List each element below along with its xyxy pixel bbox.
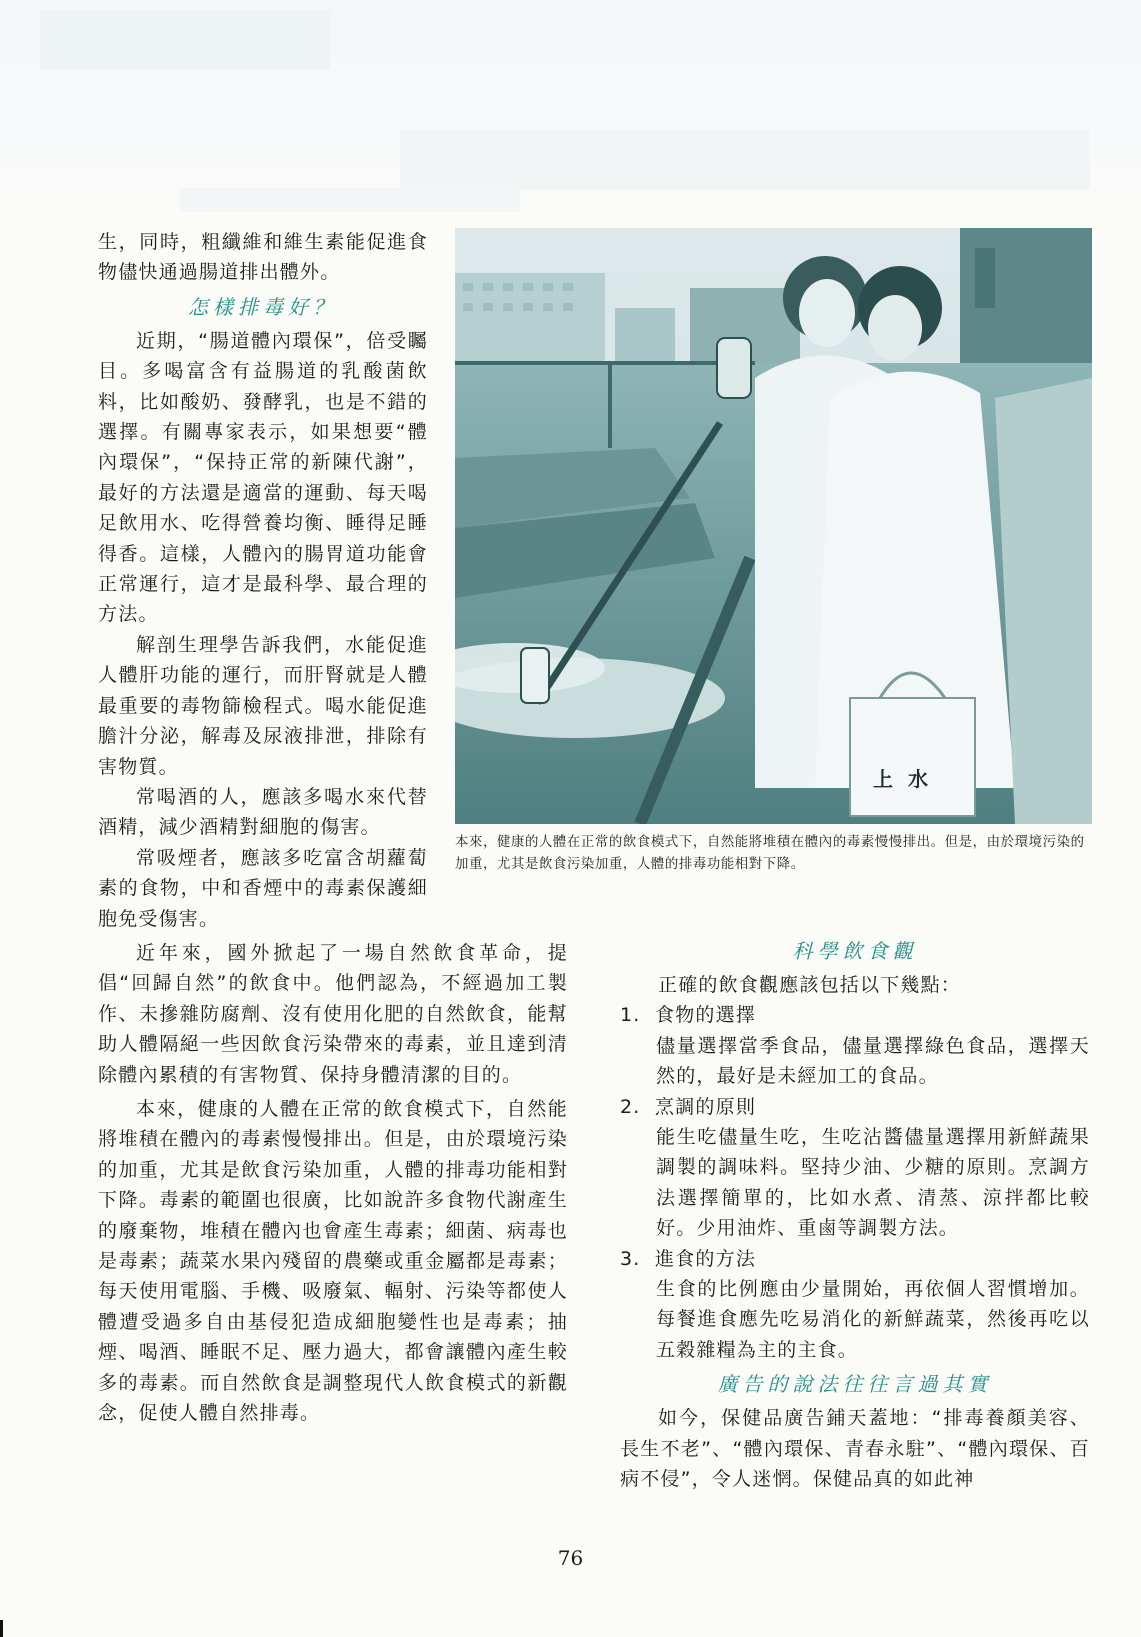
list-body: 儘量選擇當季食品，儘量選擇綠色食品，選擇天然的，最好是未經加工的食品。	[656, 1034, 1090, 1088]
paragraph: 近期，“腸道體內環保”，倍受矚目。多喝富含有益腸道的乳酸菌飲料，比如酸奶、發酵乳，也是不錯的選擇。有關專家表示，如果想要“體內環保”，“保持正常的新陳代謝”，最好的方法還是適當的運動、每天喝足飲用水、吃得營養均衡、睡得足睡得香。這樣，人體內的腸胃道功能會正常運行，這才是最科學、最合理的方法。	[98, 329, 428, 626]
faded-title-block	[400, 130, 1090, 190]
list-body: 能生吃儘量生吃，生吃沾醬儘量選擇用新鮮蔬果調製的調味料。堅持少油、少糖的原則。烹調方法選擇簡單的，比如水煮、清蒸、涼拌都比較好。少用油炸、重鹵等調製方法。	[656, 1126, 1090, 1240]
right-column	[620, 932, 1090, 1495]
left-column-bottom	[98, 938, 568, 1429]
paragraph: 本來，健康的人體在正常的飲食模式下，自然能將堆積在體內的毒素慢慢排出。但是，由於環境污染的加重，尤其是飲食污染加重，人體的排毒功能相對下降。毒素的範圍也很廣，比如說許多食物代謝產生的廢棄物，堆積在體內也會產生毒素；細菌、病毒也是毒素；蔬菜水果內殘留的農藥或重金屬都是毒素；每天使用電腦、手機、吸廢氣、輻射、污染等都使人體遭受過多自由基侵犯造成細胞變性也是毒素；抽煙、喝酒、睡眠不足、壓力過大，都會讓體內產生較多的毒素。而自然飲食是調整現代人飲食模式的新觀念，促使人體自然排毒。	[98, 1098, 568, 1425]
photo-water-sampling	[455, 228, 1092, 824]
faded-header-block	[40, 10, 330, 70]
list-title: 烹調的原則	[655, 1095, 757, 1118]
list-number: 3.	[620, 1247, 641, 1270]
section-heading-diet: 科學飲食觀	[792, 939, 918, 963]
intro-text: 生，同時，粗纖維和維生素能促進食物儘快通過腸道排出體外。	[98, 231, 428, 284]
paragraph: 近年來，國外掀起了一場自然飲食革命，提倡“回歸自然”的飲食中。他們認為，不經過加工製作、未摻雜防腐劑、沒有使用化肥的自然飲食，能幫助人體隔絕一些因飲食污染帶來的毒素，並且達到清除體內累積的有害物質、保持身體清潔的目的。	[98, 942, 568, 1086]
page-number: 76	[557, 1546, 584, 1570]
photo-caption: 本來，健康的人體在正常的飲食模式下，自然能將堆積在體內的毒素慢慢排出。但是，由於環境污染的加重，尤其是飲食污染加重，人體的排毒功能相對下降。	[455, 835, 1085, 872]
crop-mark	[0, 1620, 3, 1637]
photo-illustration	[455, 228, 1092, 824]
list-item	[620, 1092, 1090, 1244]
list-number: 2.	[620, 1095, 641, 1118]
list-item	[620, 1000, 1090, 1091]
list-title: 食物的選擇	[655, 1004, 757, 1027]
faded-subtitle-block	[180, 188, 520, 212]
section-heading-advertising: 廣告的說法往往言過其實	[717, 1372, 993, 1397]
list-title: 進食的方法	[655, 1247, 757, 1270]
paragraph: 解剖生理學告訴我們，水能促進人體肝功能的運行，而肝腎就是人體最重要的毒物篩檢程式。喝水能促進膽汁分泌，解毒及尿液排泄，排除有害物質。	[98, 633, 428, 778]
list-item	[620, 1244, 1090, 1366]
section-heading-detox: 怎樣排毒好？	[188, 294, 338, 319]
paragraph: 如今，保健品廣告鋪天蓋地：“排毒養顏美容、長生不老”、“體內環保、青春永駐”、“體內環保、百病不侵”，令人迷惘。保健品真的如此神	[620, 1407, 1090, 1491]
intro-text: 正確的飲食觀應該包括以下幾點：	[658, 974, 962, 996]
bag-label: 上 水	[873, 767, 932, 791]
left-column-top	[98, 227, 428, 934]
list-number: 1.	[620, 1004, 641, 1027]
paragraph: 常喝酒的人，應該多喝水來代替酒精，減少酒精對細胞的傷害。	[98, 785, 428, 839]
paragraph: 常吸煙者，應該多吃富含胡蘿蔔素的食物，中和香煙中的毒素保護細胞免受傷害。	[98, 846, 428, 930]
list-body: 生食的比例應由少量開始，再依個人習慣增加。每餐進食應先吃易消化的新鮮蔬菜，然後再吃以五穀雜糧為主的主食。	[656, 1278, 1090, 1361]
